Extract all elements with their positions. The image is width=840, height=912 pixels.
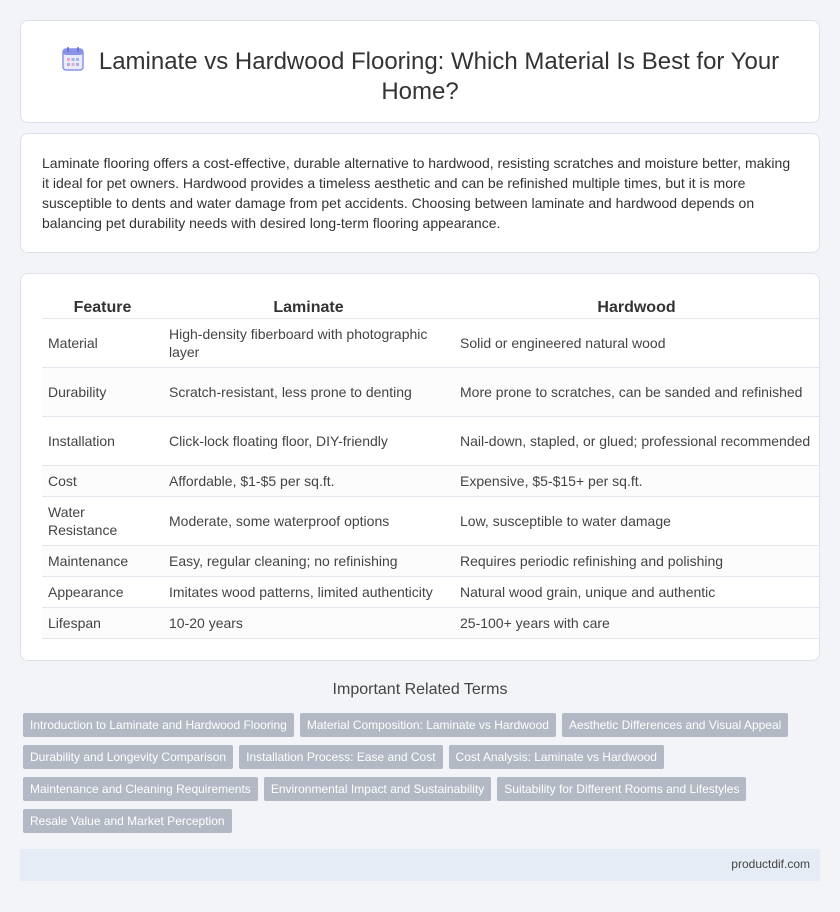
table-row	[42, 576, 819, 607]
title-card	[20, 20, 820, 123]
laminate-cell: Easy, regular cleaning; no refinishing	[163, 545, 454, 576]
feature-cell: Lifespan	[42, 607, 163, 638]
feature-cell: Material	[42, 318, 163, 367]
feature-cell: Appearance	[42, 576, 163, 607]
tag-row	[23, 809, 813, 841]
hardwood-cell: Natural wood grain, unique and authentic	[454, 576, 819, 607]
feature-cell: Durability	[42, 367, 163, 416]
related-term-tag[interactable]: Aesthetic Differences and Visual Appeal	[562, 713, 788, 737]
related-term-tag[interactable]: Maintenance and Cleaning Requirements	[23, 777, 258, 801]
table-row	[42, 416, 819, 465]
feature-cell: Water Resistance	[42, 496, 163, 545]
laminate-cell: Affordable, $1-$5 per sq.ft.	[163, 465, 454, 496]
tag-row	[23, 777, 813, 809]
tag-row	[23, 713, 813, 745]
table-row	[42, 318, 819, 367]
hardwood-cell: Nail-down, stapled, or glued; professional recommended	[454, 416, 819, 465]
related-term-tag[interactable]: Suitability for Different Rooms and Lifestyles	[497, 777, 746, 801]
feature-cell: Installation	[42, 416, 163, 465]
related-term-tag[interactable]: Material Composition: Laminate vs Hardwood	[300, 713, 556, 737]
hardwood-cell: Low, susceptible to water damage	[454, 496, 819, 545]
page-title-wrap	[21, 46, 819, 107]
feature-cell: Cost	[42, 465, 163, 496]
table-row	[42, 545, 819, 576]
footer-site-link[interactable]: productdif.com	[731, 857, 810, 871]
table-row	[42, 367, 819, 416]
laminate-cell: Click-lock floating floor, DIY-friendly	[163, 416, 454, 465]
intro-paragraph: Laminate flooring offers a cost-effective, durable alternative to hardwood, resisting scratches and moisture better, making it ideal for pet owners. Hardwood provides a timeless aesthetic and can be refinished multiple times, but it is more susceptible to dents and water damage from pet accidents. Choosing between laminate and hardwood depends on balancing pet durability needs with desired long-term flooring appearance.	[42, 155, 791, 231]
table-header-row	[42, 295, 819, 318]
hardwood-cell: More prone to scratches, can be sanded and refinished	[454, 367, 819, 416]
intro-card	[20, 133, 820, 253]
related-term-tag[interactable]: Cost Analysis: Laminate vs Hardwood	[449, 745, 664, 769]
table-row	[42, 496, 819, 545]
page-title: Laminate vs Hardwood Flooring: Which Material Is Best for Your Home?	[98, 48, 780, 105]
related-term-tag[interactable]: Durability and Longevity Comparison	[23, 745, 233, 769]
related-terms-heading: Important Related Terms	[332, 681, 508, 698]
comparison-table	[42, 295, 819, 639]
table-row	[42, 607, 819, 638]
hardwood-cell: Solid or engineered natural wood	[454, 318, 819, 367]
related-term-tag[interactable]: Environmental Impact and Sustainability	[264, 777, 491, 801]
hardwood-cell: Requires periodic refinishing and polishing	[454, 545, 819, 576]
related-terms-list	[23, 713, 813, 841]
header-laminate: Laminate	[163, 295, 454, 318]
tag-row	[23, 745, 813, 777]
header-hardwood: Hardwood	[454, 295, 819, 318]
footer	[20, 849, 820, 881]
laminate-cell: Imitates wood patterns, limited authenticity	[163, 576, 454, 607]
table-row	[42, 465, 819, 496]
related-term-tag[interactable]: Resale Value and Market Perception	[23, 809, 232, 833]
calendar-icon	[61, 46, 85, 72]
laminate-cell: High-density fiberboard with photographic layer	[163, 318, 454, 367]
hardwood-cell: Expensive, $5-$15+ per sq.ft.	[454, 465, 819, 496]
hardwood-cell: 25-100+ years with care	[454, 607, 819, 638]
laminate-cell: 10-20 years	[163, 607, 454, 638]
header-feature: Feature	[42, 295, 163, 318]
laminate-cell: Scratch-resistant, less prone to denting	[163, 367, 454, 416]
comparison-card	[20, 273, 820, 661]
related-term-tag[interactable]: Introduction to Laminate and Hardwood Flooring	[23, 713, 294, 737]
related-term-tag[interactable]: Installation Process: Ease and Cost	[239, 745, 442, 769]
feature-cell: Maintenance	[42, 545, 163, 576]
laminate-cell: Moderate, some waterproof options	[163, 496, 454, 545]
